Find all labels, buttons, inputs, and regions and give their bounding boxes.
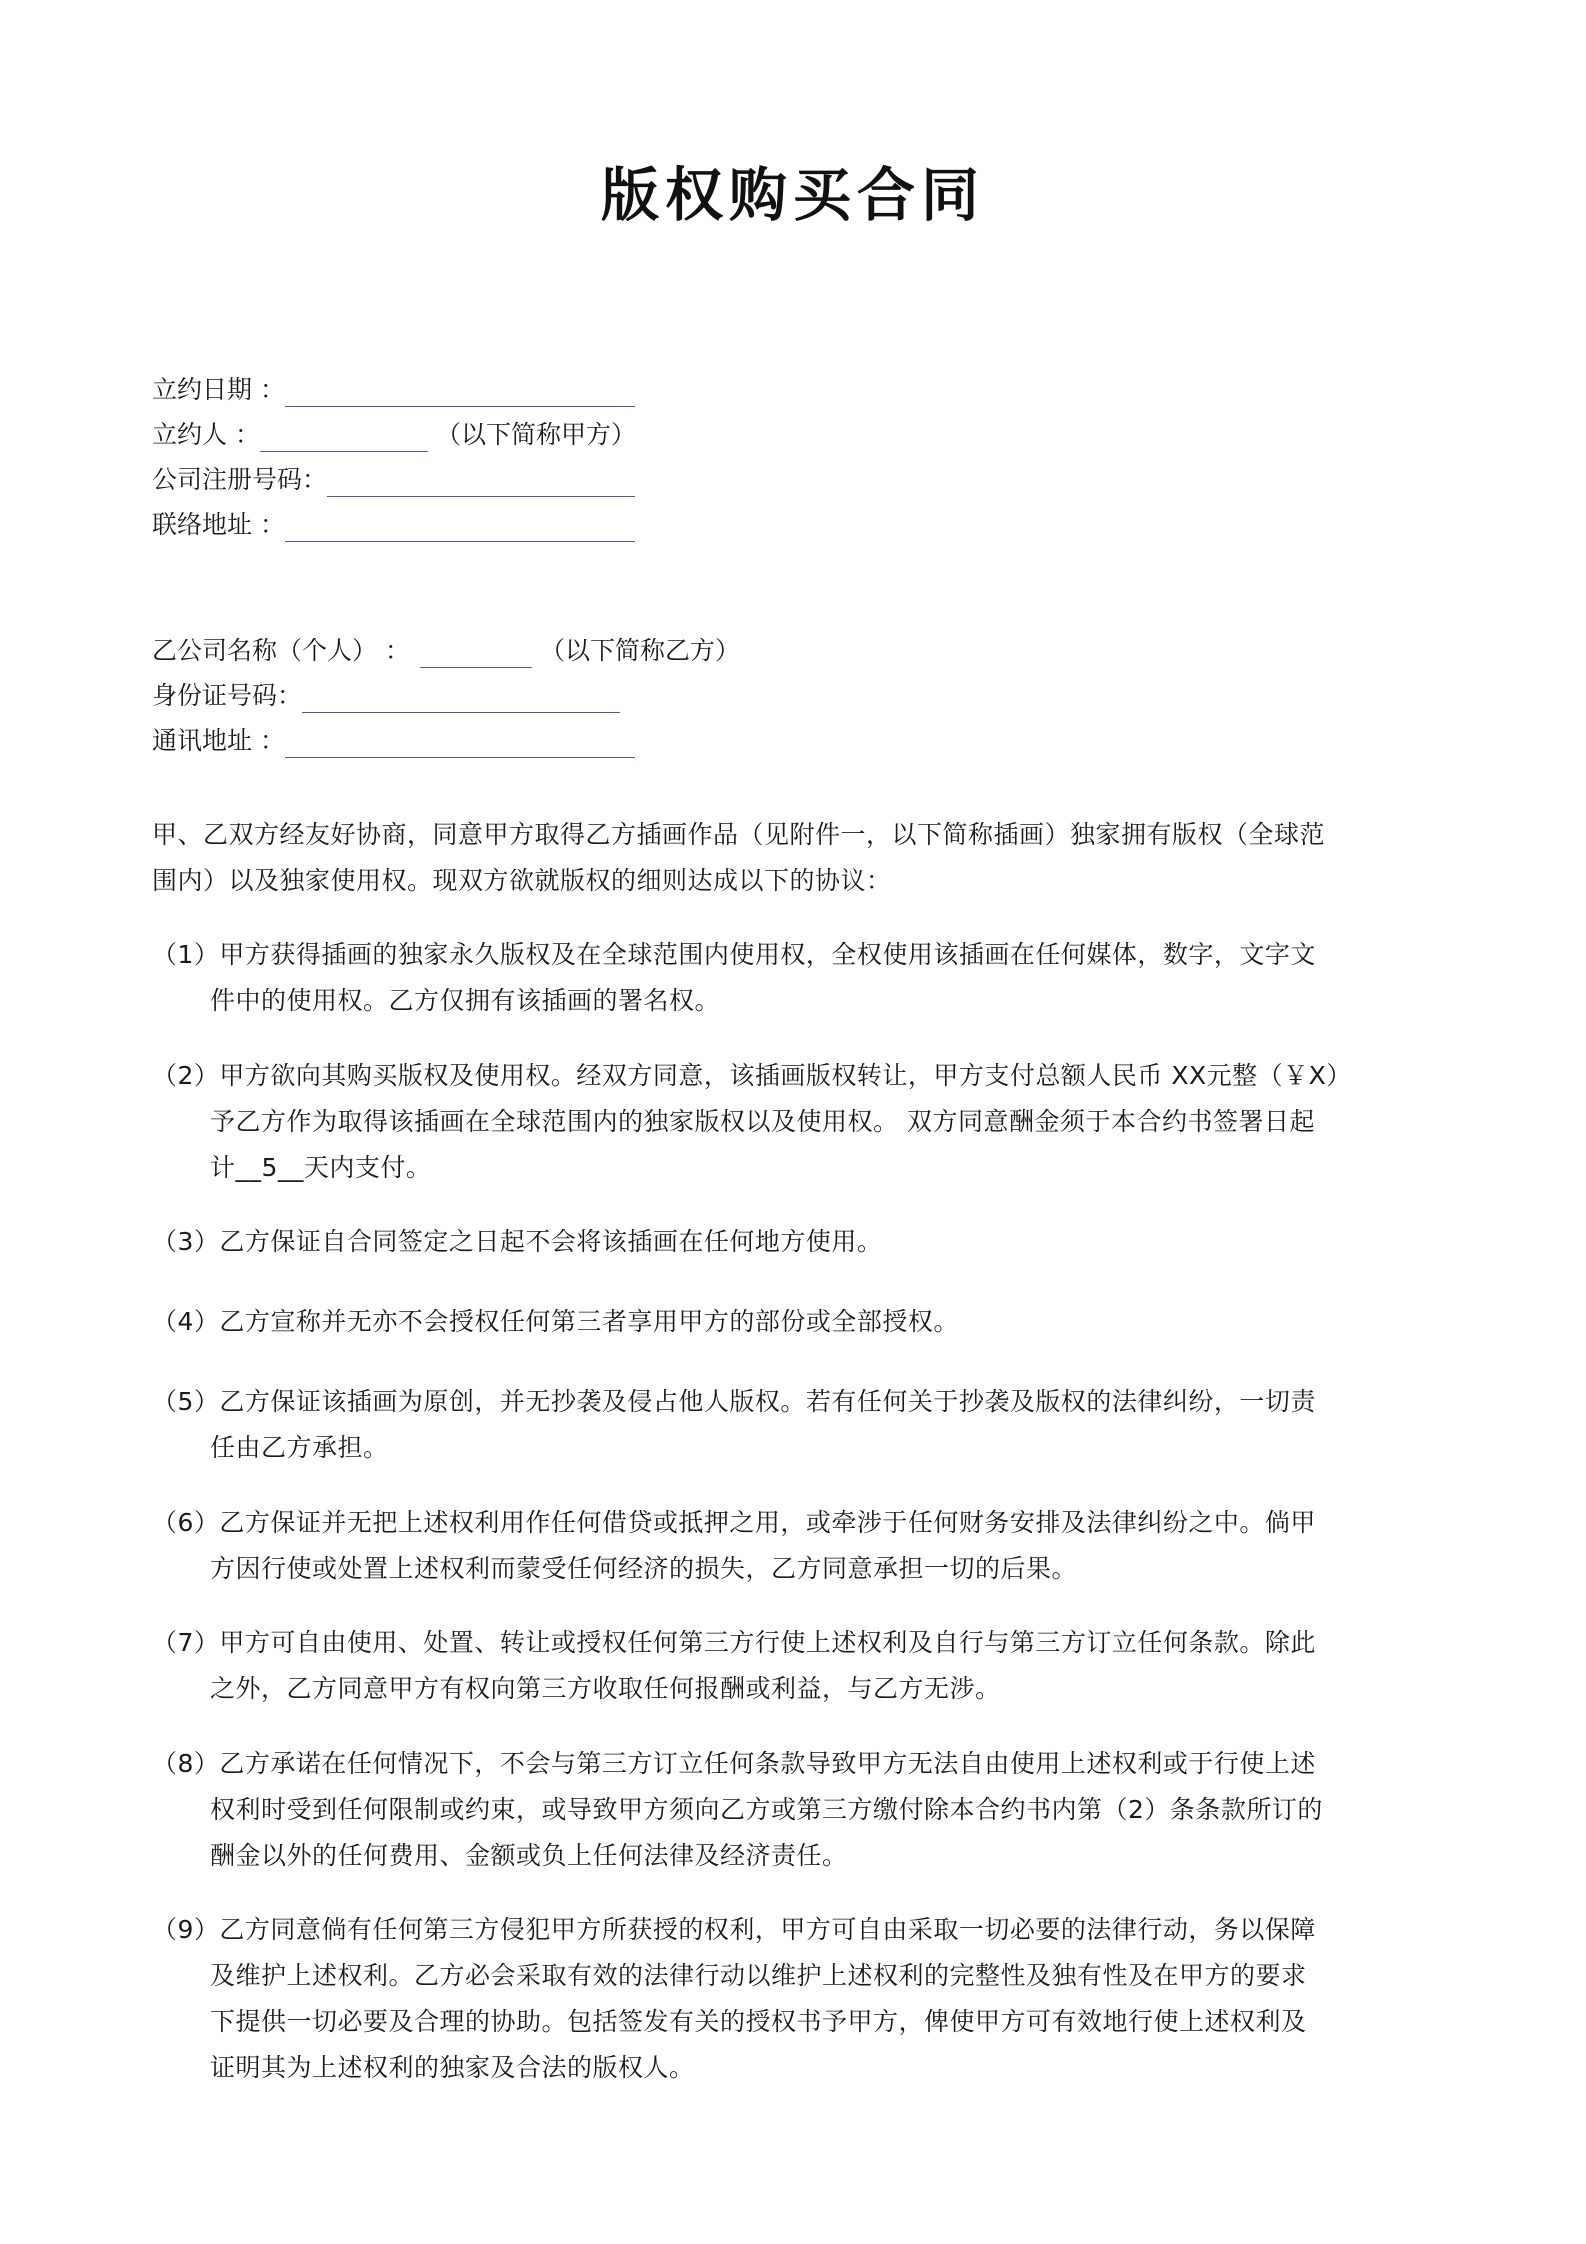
clause-1 (152, 932, 1472, 1024)
clause-number: （8） (152, 1749, 220, 1778)
clause-number: （6） (152, 1508, 220, 1537)
clause-text: 权利时受到任何限制或约束，或导致甲方须向乙方或第三方缴付除本合约书内第（2）条条款所订的 (210, 1795, 1323, 1824)
clause-4 (152, 1299, 1472, 1345)
clause-text: 之外，乙方同意甲方有权向第三方收取任何报酬或利益，与乙方无涉。 (210, 1674, 1001, 1703)
field-label: 身份证号码： (152, 681, 303, 710)
clause-text: 乙方宣称并无亦不会授权任何第三者享用甲方的部份或全部授权。 (219, 1307, 959, 1336)
party-b-name-blank-line[interactable] (420, 637, 532, 668)
clause-text: 甲方获得插画的独家永久版权及在全球范围内使用权，全权使用该插画在任何媒体，数字，文字文 (219, 940, 1316, 969)
clause-8 (152, 1741, 1472, 1879)
clause-text: 计__5__天内支付。 (210, 1153, 432, 1182)
clause-text: 下提供一切必要及合理的协助。包括签发有关的授权书予甲方，俾使甲方可有效地行使上述权利及 (210, 2007, 1307, 2036)
intro-line: 围内）以及独家使用权。现双方欲就版权的细则达成以下的协议： (152, 866, 892, 895)
clause-text: 乙方承诺在任何情况下，不会与第三方订立任何条款导致甲方无法自由使用上述权利或于行使上述 (219, 1749, 1316, 1778)
date-blank-line[interactable] (285, 376, 635, 407)
field-label: 联络地址 ： (152, 510, 285, 539)
clause-6 (152, 1500, 1472, 1592)
clause-text: 甲方可自由使用、处置、转让或授权任何第三方行使上述权利及自行与第三方订立任何条款。除此 (219, 1628, 1316, 1657)
clause-text: 件中的使用权。乙方仅拥有该插画的署名权。 (210, 986, 721, 1015)
clause-number: （2） (152, 1061, 220, 1090)
intro-paragraph (152, 812, 1472, 904)
signer-blank-line[interactable] (260, 421, 428, 452)
clause-text: 方因行使或处置上述权利而蒙受任何经济的损失，乙方同意承担一切的后果。 (210, 1554, 1078, 1583)
clause-text: 乙方保证自合同签定之日起不会将该插画在任何地方使用。 (219, 1227, 883, 1256)
clause-text: 酬金以外的任何费用、金额或负上任何法律及经济责任。 (210, 1841, 848, 1870)
field-party-b-id (152, 679, 620, 713)
clause-text: 证明其为上述权利的独家及合法的版权人。 (210, 2053, 695, 2082)
id-blank-line[interactable] (302, 682, 620, 713)
clause-7 (152, 1620, 1472, 1712)
clause-text: 任由乙方承担。 (210, 1433, 389, 1462)
clause-number: （1） (152, 940, 220, 969)
field-company-reg (152, 463, 635, 497)
clause-text: 乙方同意倘有任何第三方侵犯甲方所获授的权利，甲方可自由采取一切必要的法律行动，务以保障 (219, 1915, 1316, 1944)
field-suffix: （以下简称甲方） (435, 420, 636, 449)
field-party-b-address (152, 724, 635, 758)
address-blank-line[interactable] (285, 511, 635, 542)
clause-number: （3） (152, 1227, 220, 1256)
field-label: 乙公司名称（个人） ： (152, 636, 410, 665)
reg-blank-line[interactable] (327, 466, 635, 497)
clause-number: （9） (152, 1915, 220, 1944)
document-title: 版权购买合同 (600, 161, 985, 229)
intro-line: 甲、乙双方经友好协商，同意甲方取得乙方插画作品（见附件一，以下简称插画）独家拥有版权（全球范 (152, 820, 1326, 849)
clause-5 (152, 1379, 1472, 1471)
field-sign-date (152, 373, 635, 407)
clause-number: （5） (152, 1387, 220, 1416)
clause-2 (152, 1053, 1472, 1191)
clause-number: （7） (152, 1628, 220, 1657)
clause-3 (152, 1219, 1472, 1265)
address-blank-line[interactable] (285, 727, 635, 758)
field-label: 立约人 ： (152, 420, 260, 449)
field-party-a-address (152, 508, 635, 542)
field-label: 通讯地址 ： (152, 726, 285, 755)
clause-number: （4） (152, 1307, 220, 1336)
field-label: 立约日期 ： (152, 375, 285, 404)
clause-text: 及维护上述权利。乙方必会采取有效的法律行动以维护上述权利的完整性及独有性及在甲方的要求 (210, 1961, 1307, 1990)
field-suffix: （以下简称乙方） (539, 636, 740, 665)
field-party-b-name (152, 634, 740, 668)
clause-text: 予乙方作为取得该插画在全球范围内的独家版权以及使用权。 双方同意酬金须于本合约书签署日起 (210, 1107, 1315, 1136)
field-party-a-signer (152, 418, 636, 452)
clause-text: 乙方保证该插画为原创，并无抄袭及侵占他人版权。若有任何关于抄袭及版权的法律纠纷，一切责 (219, 1387, 1316, 1416)
clause-9 (152, 1907, 1472, 2091)
field-label: 公司注册号码： (152, 465, 328, 494)
clause-text: 乙方保证并无把上述权利用作任何借贷或抵押之用，或牵涉于任何财务安排及法律纠纷之中。倘甲 (219, 1508, 1316, 1537)
clause-text: 甲方欲向其购买版权及使用权。经双方同意，该插画版权转让，甲方支付总额人民币 XX元整（￥X） (219, 1061, 1352, 1090)
